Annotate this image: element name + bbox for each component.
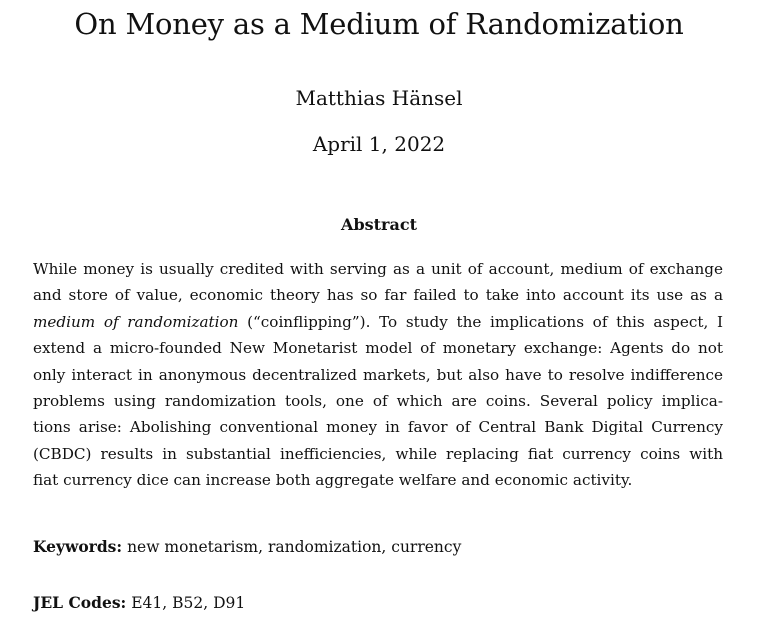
paper-title: On Money as a Medium of Randomization (74, 7, 684, 41)
abstract-line: fiat currency dice can increase both aggregate welfare and economic activity. (33, 471, 633, 490)
abstract-line: only interact in anonymous decentralized markets, but also have to resolve indifference (33, 365, 723, 384)
abstract-line: tions arise: Abolishing conventional money in favor of Central Bank Digital Currency (33, 418, 723, 437)
abstract-body (33, 256, 723, 494)
jel-codes-value: E41, B52, D91 (131, 594, 246, 612)
keywords-label: Keywords: (33, 537, 123, 556)
jel-codes-line (33, 592, 723, 614)
keywords-value: new monetarism, randomization, currency (127, 538, 462, 556)
abstract-line-mixed (33, 309, 723, 335)
abstract-line-rest: (“coinflipping”). To study the implications of this aspect, I (238, 312, 723, 331)
keywords-line (33, 536, 723, 558)
abstract-line: While money is usually credited with serving as a unit of account, medium of exchange (33, 260, 723, 278)
abstract-line: problems using randomization tools, one of which are coins. Several policy implica- (33, 392, 723, 411)
abstract-italic-term: medium of randomization (33, 312, 239, 331)
abstract-line: (CBDC) results in substantial inefficiencies, while replacing fiat currency coins with (33, 444, 723, 463)
publication-date: April 1, 2022 (312, 132, 446, 156)
abstract-line: and store of value, economic theory has so far failed to take into account its use as a (33, 286, 723, 305)
author-name: Matthias Hänsel (295, 86, 463, 110)
abstract-heading: Abstract (341, 215, 417, 234)
jel-codes-label: JEL Codes: (33, 593, 127, 612)
abstract-line: extend a micro-founded New Monetarist model of monetary exchange: Agents do not (33, 339, 723, 358)
